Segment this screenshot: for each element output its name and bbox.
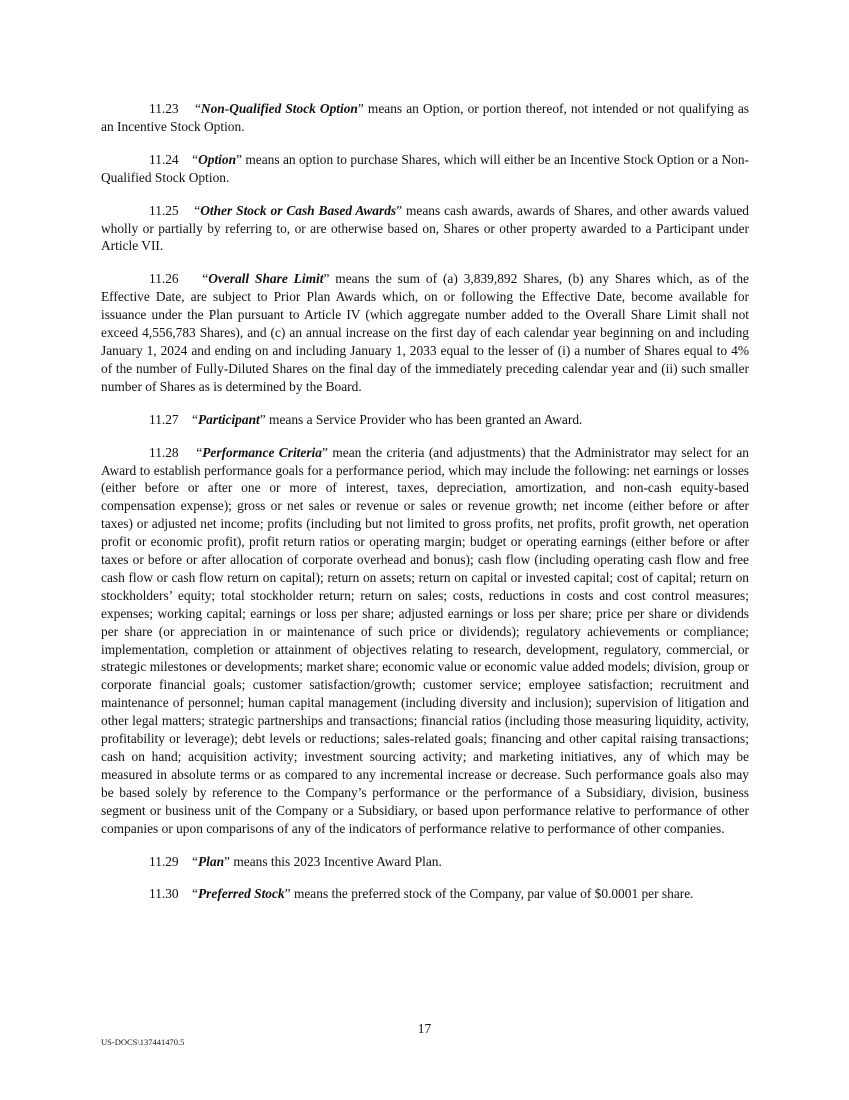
section-11-24: 11.24 “Option” means an option to purchase Shares, which will either be an Incentive Stock Option or a Non-Qualified Stock Option. [101,151,749,185]
defined-term: Other Stock or Cash Based Awards [200,202,397,218]
section-number: 11.25 [149,202,179,218]
defined-term: Performance Criteria [202,444,322,460]
section-number: 11.27 [149,411,179,427]
section-11-23: 11.23 “Non-Qualified Stock Option” means an Option, or portion thereof, not intended or not qualifying as an Incentive Stock Option. [101,101,749,134]
section-number: 11.29 [149,853,179,869]
defined-term: Preferred Stock [197,886,285,902]
section-number: 11.24 [149,151,179,167]
section-11-26: 11.26 “Overall Share Limit” means the sum of (a) 3,839,892 Shares, (b) any Shares which, as of the Effective Date, are subject to Prior Plan Awards which, on or following the Effective Date, become available for issuance under the Plan pursuant to Article IV (which aggregate number added to the Overall Share Limit shall not exceed 4,556,783 Shares), and (c) an annual increase on the first day of each calendar year beginning on and including January 1, 2024 and ending on and including January 1, 2033 equal to the lesser of (i) a number of Shares equal to 4% of the number of Fully-Diluted Shares on the final day of the immediately preceding calendar year and (ii) such smaller number of Shares as is determined by the Board. [101,271,749,394]
definition-text: mean the criteria (and adjustments) that the Administrator may select for an Award to establish performance goals for a performance period, which may include the following: net earnings or losses (either before or after one or more of interest, taxes, depreciation, amortization, and non-cash equity-based compensation expense); gross or net sales or revenue or sales or revenue growth; net income (either before or after taxes) or adjusted net income; profits (including but not limited to gross profits, net profits, profit growth, net operation profit or economic profit), profit return ratios or operating margin; budget or operating earnings (either before or after taxes or before or after allocation of corporate overhead and bonus); cash flow (including operating cash flow and free cash flow or cash flow return on capital); return on assets; return on capital or invested capital; cost of capital; return on stockholders’ equity; total stockholder return; return on sales; costs, reductions in costs and cost control measures; expenses; working capital; earnings or loss per share; adjusted earnings or loss per share; price per share or dividends per share (or appreciation in or maintenance of such price or dividends); regulatory achievements or compliance; implementation, completion or attainment of objectives relating to research, development, regulatory, commercial, or strategic milestones or developments; market share; economic value or economic value added models; division, group or corporate financial goals; customer satisfaction/growth; customer service; employee satisfaction; recruitment and maintenance of personnel; human capital management (including diversity and inclusion); supervision of litigation and other legal matters; strategic partnerships and transactions; financial ratios (including those measuring liquidity, activity, profitability or leverage); debt levels or reductions; sales-related goals; financing and other capital raising transactions; cash on hand; acquisition activity; investment sourcing activity; and marketing initiatives, any of which may be measured in absolute terms or as compared to any incremental increase or decrease. Such performance goals also may be based solely by reference to the Company’s performance or the performance of a Subsidiary, division, business segment or business unit of the Company or a Subsidiary, or based upon performance relative to performance of other companies or upon comparisons of any of the indicators of performance relative to performance of other companies. [101,444,749,836]
defined-term: Overall Share Limit [208,271,324,287]
section-number: 11.23 [149,101,179,116]
definition-text: means a Service Provider who has been granted an Award. [265,411,583,427]
definition-text: means the preferred stock of the Company, par value of $0.0001 per share. [290,886,694,902]
section-11-27: 11.27 “Participant” means a Service Provider who has been granted an Award. [149,411,583,427]
defined-term: Option [198,151,237,167]
document-id: US-DOCS\137441470.5 [101,1037,185,1047]
section-number: 11.30 [149,886,179,902]
section-11-29: 11.29 “Plan” means this 2023 Incentive Award Plan. [149,853,442,869]
section-11-30: 11.30 “Preferred Stock” means the preferred stock of the Company, par value of $0.0001 per share. [149,886,694,902]
defined-term: Participant [197,411,260,427]
definition-text: means the sum of (a) 3,839,892 Shares, (b) any Shares which, as of the Effective Date, are subject to Prior Plan Awards which, on or following the Effective Date, become available for issuance under the Plan pursuant to Article IV (which aggregate number added to the Overall Share Limit shall not exceed 4,556,783 Shares), and (c) an annual increase on the first day of each calendar year beginning on and including January 1, 2024 and ending on and including January 1, 2033 equal to the lesser of (i) a number of Shares equal to 4% of the number of Fully-Diluted Shares on the final day of the immediately preceding calendar year and (ii) such smaller number of Shares as is determined by the Board. [101,271,749,394]
page-number: 17 [417,1021,432,1036]
section-11-28: 11.28 “Performance Criteria” mean the criteria (and adjustments) that the Administrator may select for an Award to establish performance goals for a performance period, which may include the following: net earnings or losses (either before or after one or more of interest, taxes, depreciation, amortization, and non-cash equity-based compensation expense); gross or net sales or revenue or sales or revenue growth; net income (either before or after taxes) or adjusted net income; profits (including but not limited to gross profits, net profits, profit growth, net operation profit or economic profit), profit return ratios or operating margin; budget or operating earnings (either before or after taxes or before or after allocation of corporate overhead and bonus); cash flow (including operating cash flow and free cash flow or cash flow return on capital); return on assets; return on capital or invested capital; cost of capital; return on stockholders’ equity; total stockholder return; return on sales; costs, reductions in costs and cost control measures; expenses; working capital; earnings or loss per share; adjusted earnings or loss per share; price per share or dividends per share (or appreciation in or maintenance of such price or dividends); regulatory achievements or compliance; implementation, completion or attainment of objectives relating to research, development, regulatory, commercial, or strategic milestones or developments; market share; economic value or economic value added models; division, group or corporate financial goals; customer satisfaction/growth; customer service; employee satisfaction; recruitment and maintenance of personnel; human capital management (including diversity and inclusion); supervision of litigation and other legal matters; strategic partnerships and transactions; financial ratios (including those measuring liquidity, activity, profitability or leverage); debt levels or reductions; sales-related goals; financing and other capital raising transactions; cash on hand; acquisition activity; investment sourcing activity; and marketing initiatives, any of which may be measured in absolute terms or as compared to any incremental increase or decrease. Such performance goals also may be based solely by reference to the Company’s performance or the performance of a Subsidiary, division, business segment or business unit of the Company or a Subsidiary, or based upon performance relative to performance of other companies or upon comparisons of any of the indicators of performance relative to performance of other companies. [101,444,749,836]
section-number: 11.26 [149,271,179,287]
definition-text: means an Option, or portion thereof, not intended or not qualifying as an Incentive Stock Option. [101,101,749,134]
defined-term: Non-Qualified Stock Option [200,101,358,116]
defined-term: Plan [197,853,225,869]
section-number: 11.28 [149,444,179,460]
definition-text: means cash awards, awards of Shares, and other awards valued wholly or partially by referring to, or are otherwise based on, Shares or other property awarded to a Participant under Article VII. [101,202,749,254]
document-body [101,100,749,918]
definition-text: means an option to purchase Shares, which will either be an Incentive Stock Option or a Non-Qualified Stock Option. [101,151,749,185]
section-11-25: 11.25 “Other Stock or Cash Based Awards” means cash awards, awards of Shares, and other awards valued wholly or partially by referring to, or are otherwise based on, Shares or other property awarded to a Participant under Article VII. [101,202,749,254]
definition-text: means this 2023 Incentive Award Plan. [229,853,442,869]
